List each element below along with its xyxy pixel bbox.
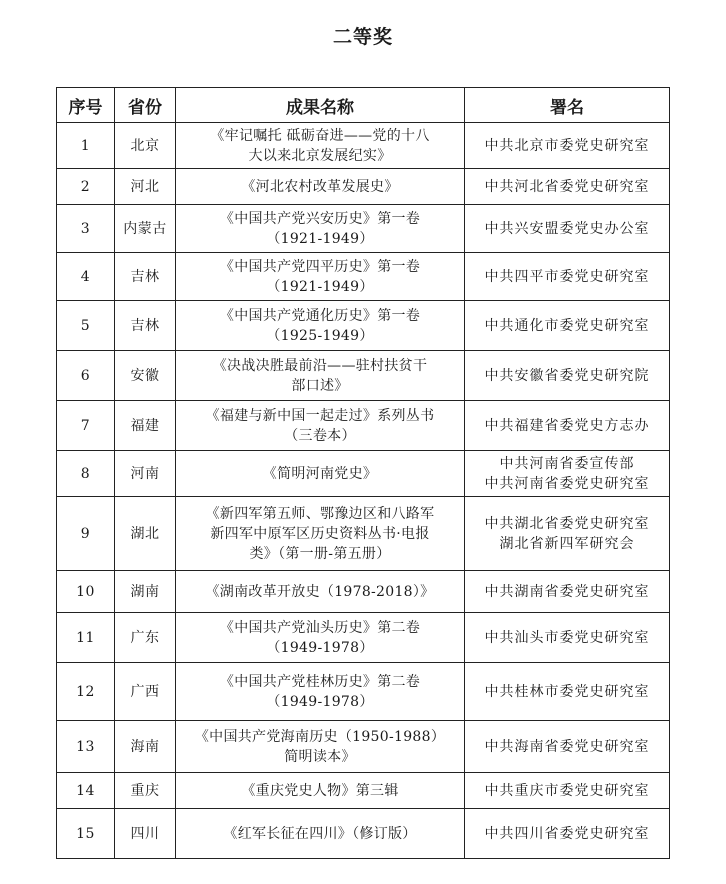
cell-no: 5 xyxy=(57,301,115,351)
cell-title-line: （1949-1978） xyxy=(266,693,374,710)
cell-no: 8 xyxy=(57,451,115,497)
cell-title-line: 《中国共产党桂林历史》第二卷 xyxy=(219,673,421,690)
cell-title xyxy=(176,253,465,301)
cell-province: 福建 xyxy=(115,401,176,451)
table-row xyxy=(57,613,670,663)
table-row xyxy=(57,571,670,613)
cell-title-line: 《中国共产党兴安历史》第一卷 xyxy=(219,210,421,227)
cell-author xyxy=(465,613,670,663)
cell-no: 11 xyxy=(57,613,115,663)
cell-title-line: 《决战决胜最前沿——驻村扶贫干 xyxy=(212,357,428,374)
cell-no: 6 xyxy=(57,351,115,401)
cell-author xyxy=(465,301,670,351)
cell-author xyxy=(465,169,670,205)
cell-province: 湖南 xyxy=(115,571,176,613)
cell-author xyxy=(465,773,670,809)
cell-author xyxy=(465,253,670,301)
cell-author xyxy=(465,123,670,169)
cell-no: 15 xyxy=(57,809,115,859)
cell-title-line: 《新四军第五师、鄂豫边区和八路军 xyxy=(205,505,435,522)
cell-title xyxy=(176,721,465,773)
cell-title xyxy=(176,773,465,809)
page-title: 二等奖 xyxy=(332,26,393,48)
cell-title xyxy=(176,571,465,613)
cell-title xyxy=(176,205,465,253)
cell-title-line: 《中国共产党海南历史（1950-1988） xyxy=(194,728,446,745)
cell-province: 广西 xyxy=(115,663,176,721)
table-row xyxy=(57,451,670,497)
cell-title xyxy=(176,169,465,205)
award-table xyxy=(56,87,670,859)
cell-province: 广东 xyxy=(115,613,176,663)
cell-title xyxy=(176,401,465,451)
cell-author-line: 中共汕头市委党史研究室 xyxy=(484,629,650,646)
cell-title xyxy=(176,613,465,663)
table-row xyxy=(57,351,670,401)
cell-title-line: 《牢记嘱托 砥砺奋进——党的十八 xyxy=(210,127,430,144)
cell-author-line: 中共桂林市委党史研究室 xyxy=(484,683,650,700)
cell-title xyxy=(176,663,465,721)
cell-author-line: 中共河南省委党史研究室 xyxy=(484,475,650,492)
cell-author-line: 中共北京市委党史研究室 xyxy=(484,137,650,154)
cell-title xyxy=(176,351,465,401)
cell-author-line: 中共通化市委党史研究室 xyxy=(484,317,650,334)
cell-title-line: 《中国共产党通化历史》第一卷 xyxy=(219,307,421,324)
cell-author-line: 中共兴安盟委党史办公室 xyxy=(484,220,650,237)
cell-title-line: （1921-1949） xyxy=(266,230,374,247)
cell-province: 安徽 xyxy=(115,351,176,401)
cell-province: 河南 xyxy=(115,451,176,497)
cell-title-line: （三卷本） xyxy=(284,427,356,444)
cell-province: 四川 xyxy=(115,809,176,859)
header-no: 序号 xyxy=(57,88,115,123)
cell-title-line: 部口述》 xyxy=(291,377,349,394)
cell-author xyxy=(465,663,670,721)
cell-province: 内蒙古 xyxy=(115,205,176,253)
cell-author-line: 中共湖北省委党史研究室 xyxy=(484,515,650,532)
cell-title-line: 新四军中原军区历史资料丛书·电报 xyxy=(210,525,430,542)
cell-title-line: 《福建与新中国一起走过》系列丛书 xyxy=(205,407,435,424)
table-row xyxy=(57,401,670,451)
cell-author-line: 中共海南省委党史研究室 xyxy=(484,738,650,755)
cell-title xyxy=(176,497,465,571)
table-header-row xyxy=(57,88,670,123)
cell-province: 湖北 xyxy=(115,497,176,571)
cell-author-line: 中共重庆市委党史研究室 xyxy=(484,782,650,799)
header-province: 省份 xyxy=(115,88,176,123)
cell-author-line: 中共四川省委党史研究室 xyxy=(484,825,650,842)
table-row xyxy=(57,301,670,351)
cell-author-line: 中共福建省委党史方志办 xyxy=(484,417,650,434)
cell-author-line: 湖北省新四军研究会 xyxy=(499,535,635,552)
table-row xyxy=(57,809,670,859)
cell-title-line: 《简明河南党史》 xyxy=(262,465,378,482)
cell-no: 2 xyxy=(57,169,115,205)
cell-title-line: 《湖南改革开放史（1978-2018）》 xyxy=(205,583,435,600)
table-row xyxy=(57,773,670,809)
cell-no: 13 xyxy=(57,721,115,773)
cell-author xyxy=(465,721,670,773)
cell-no: 12 xyxy=(57,663,115,721)
table-row xyxy=(57,205,670,253)
cell-title xyxy=(176,451,465,497)
cell-no: 1 xyxy=(57,123,115,169)
cell-no: 9 xyxy=(57,497,115,571)
cell-author xyxy=(465,205,670,253)
header-author: 署名 xyxy=(465,88,670,123)
cell-no: 10 xyxy=(57,571,115,613)
cell-title-line: 《重庆党史人物》第三辑 xyxy=(241,782,399,799)
cell-author xyxy=(465,497,670,571)
cell-author-line: 中共河北省委党史研究室 xyxy=(484,178,650,195)
cell-no: 3 xyxy=(57,205,115,253)
cell-author xyxy=(465,401,670,451)
cell-province: 北京 xyxy=(115,123,176,169)
cell-province: 河北 xyxy=(115,169,176,205)
table-row xyxy=(57,123,670,169)
cell-no: 14 xyxy=(57,773,115,809)
cell-title-line: 大以来北京发展纪实》 xyxy=(248,147,392,164)
cell-title xyxy=(176,123,465,169)
cell-province: 吉林 xyxy=(115,301,176,351)
cell-author xyxy=(465,351,670,401)
cell-title-line: 《中国共产党四平历史》第一卷 xyxy=(219,258,421,275)
header-title: 成果名称 xyxy=(176,88,465,123)
cell-author xyxy=(465,809,670,859)
table-row xyxy=(57,253,670,301)
cell-title-line: 《红军长征在四川》（修订版） xyxy=(223,825,417,842)
cell-author-line: 中共河南省委宣传部 xyxy=(499,455,635,472)
cell-title xyxy=(176,301,465,351)
cell-title-line: （1925-1949） xyxy=(266,327,374,344)
cell-province: 重庆 xyxy=(115,773,176,809)
cell-title-line: 《河北农村改革发展史》 xyxy=(241,178,399,195)
cell-title-line: 简明读本》 xyxy=(284,748,356,765)
cell-title-line: （1949-1978） xyxy=(266,639,374,656)
cell-author xyxy=(465,571,670,613)
table-row xyxy=(57,169,670,205)
cell-title-line: 类》（第一册-第五册） xyxy=(249,545,391,562)
cell-title xyxy=(176,809,465,859)
cell-author-line: 中共湖南省委党史研究室 xyxy=(484,583,650,600)
table-row xyxy=(57,721,670,773)
table-row xyxy=(57,497,670,571)
cell-province: 海南 xyxy=(115,721,176,773)
table-row xyxy=(57,663,670,721)
cell-province: 吉林 xyxy=(115,253,176,301)
cell-no: 7 xyxy=(57,401,115,451)
cell-author-line: 中共四平市委党史研究室 xyxy=(484,268,650,285)
cell-title-line: （1921-1949） xyxy=(266,278,374,295)
cell-no: 4 xyxy=(57,253,115,301)
cell-author-line: 中共安徽省委党史研究院 xyxy=(484,367,650,384)
cell-title-line: 《中国共产党汕头历史》第二卷 xyxy=(219,619,421,636)
cell-author xyxy=(465,451,670,497)
